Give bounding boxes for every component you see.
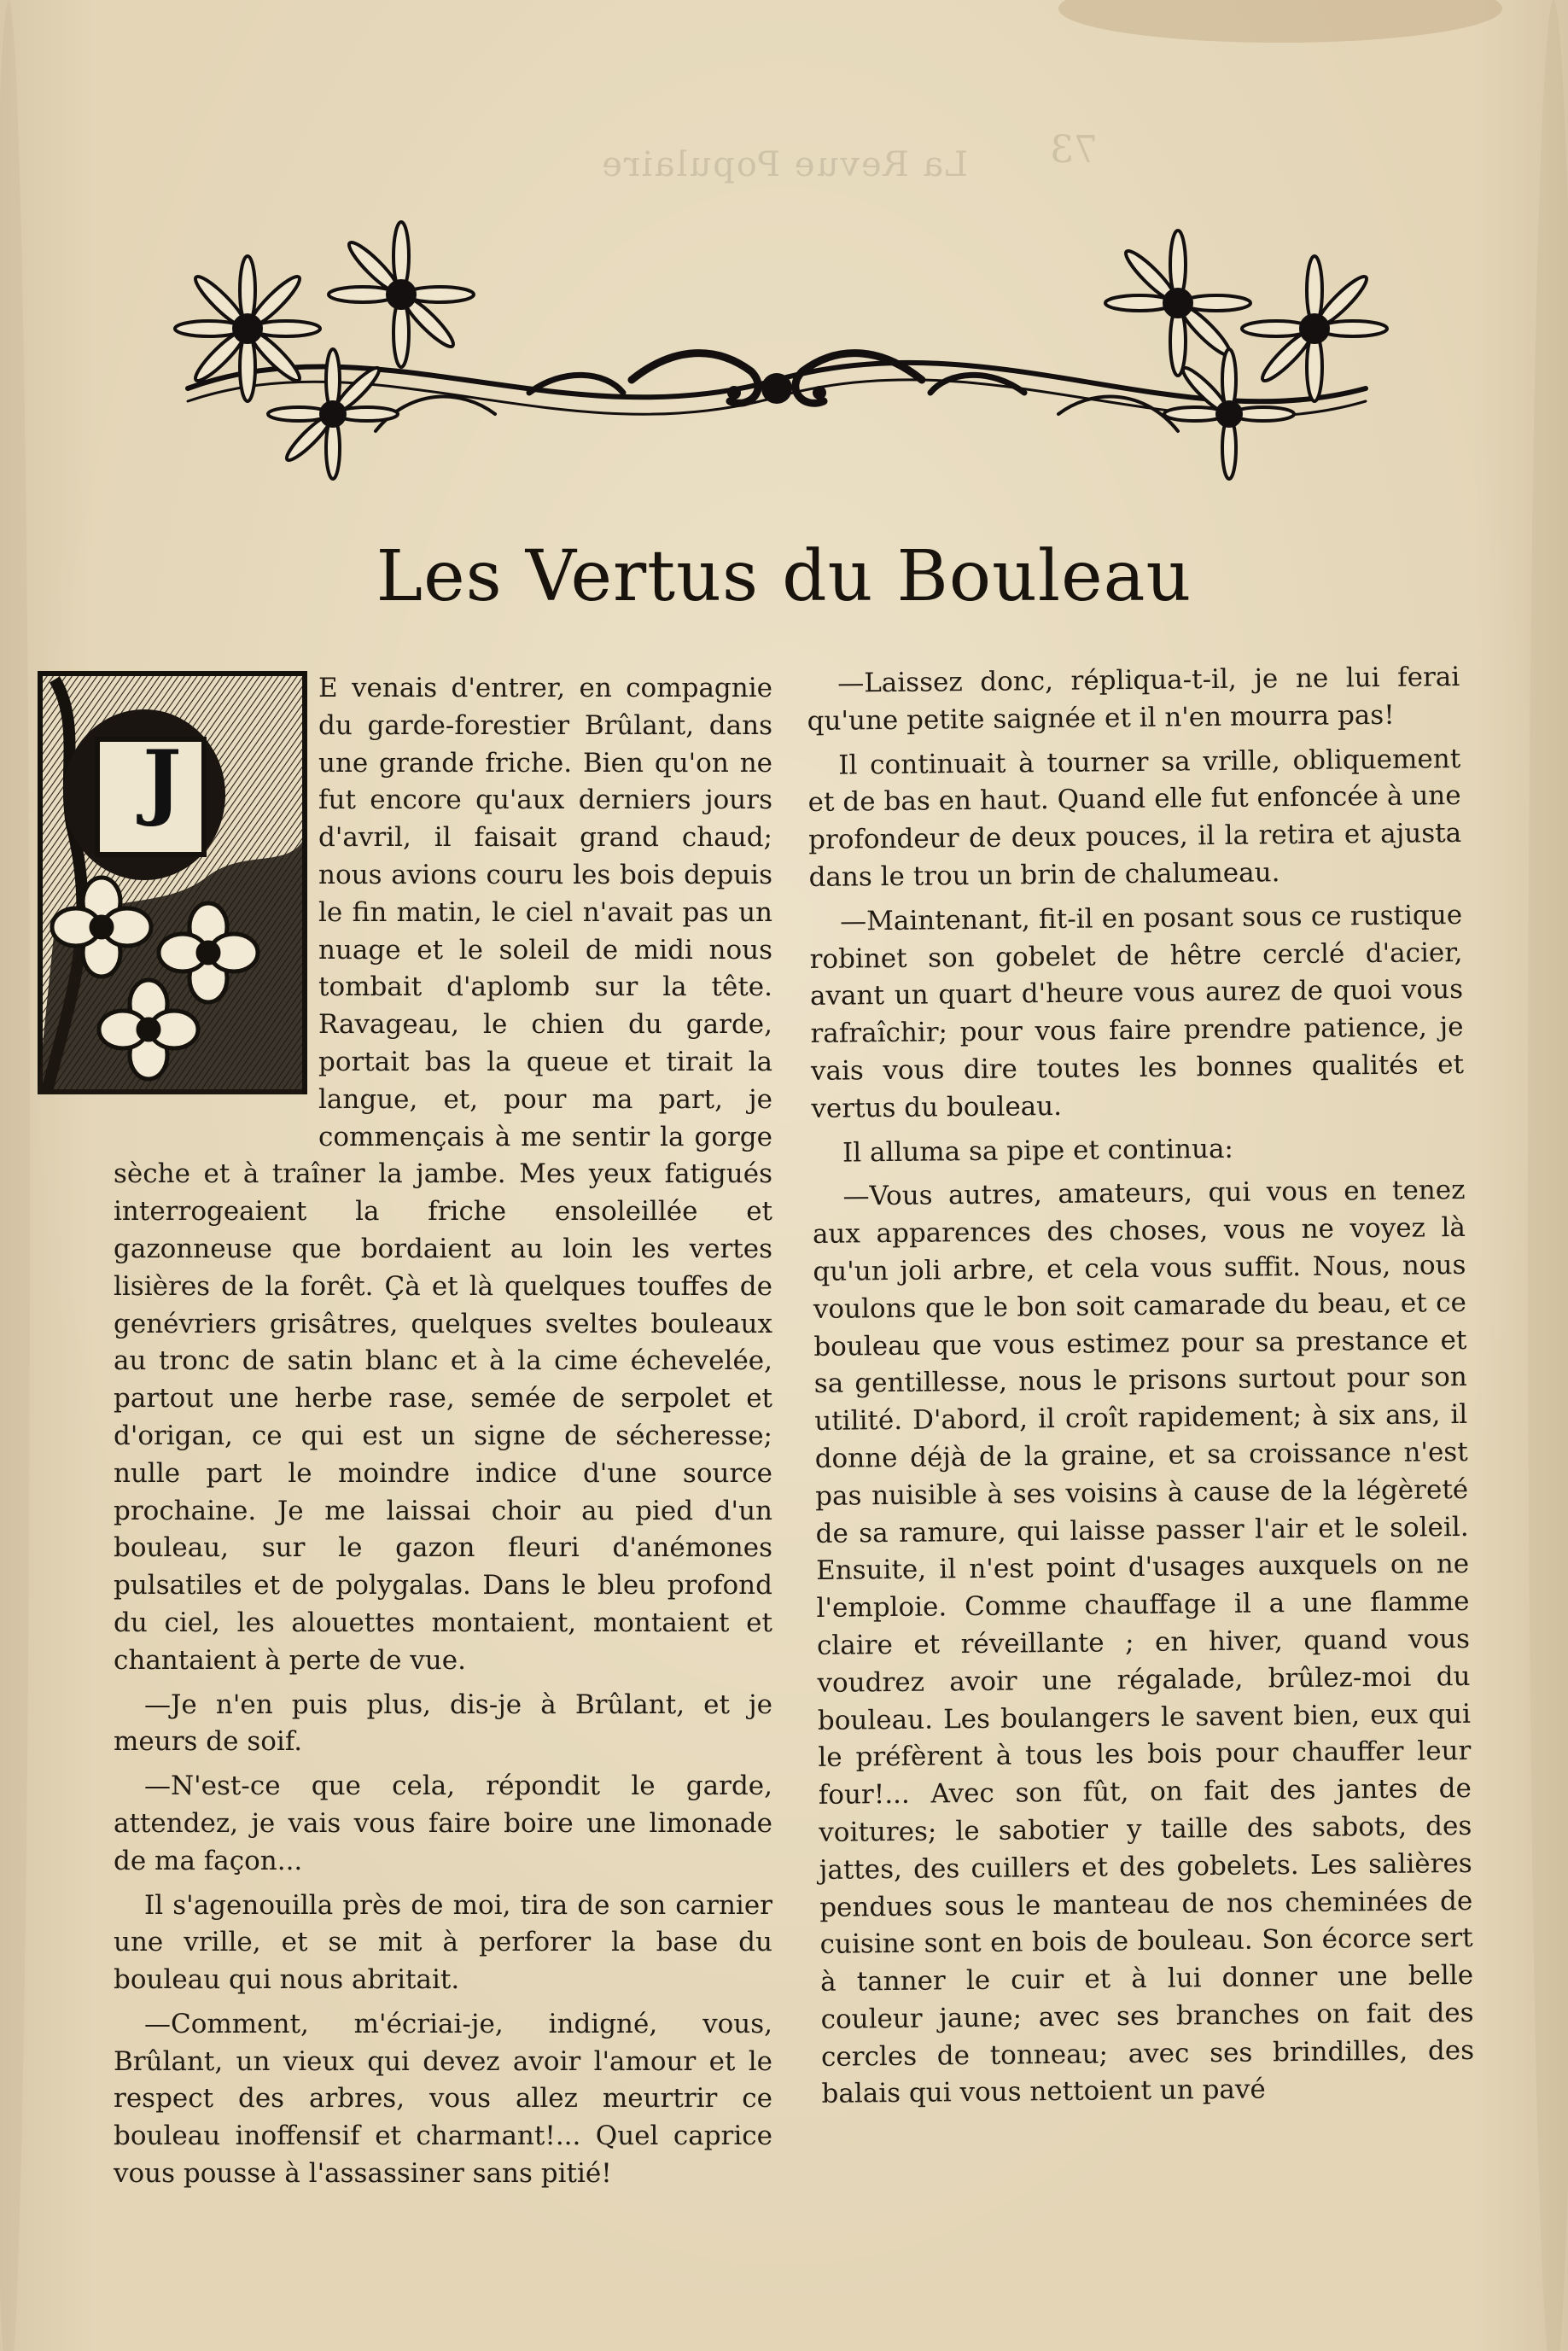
show-through-page-number: 73 (1050, 128, 1098, 172)
article-column-left (114, 670, 772, 2193)
paragraph: Il continuait à tourner sa vrille, obliquement et de bas en haut. Quand elle fut enfoncée à une profondeur de deux pouces, il la retira et ajusta dans le trou un brin de chalumeau. (807, 743, 1462, 893)
paragraph: —Laissez donc, répliqua-t-il, je ne lui ferai qu'une petite saignée et il n'en mourra pas! (807, 661, 1460, 737)
paragraph: —Vous autres, amateurs, qui vous en tenez aux apparences des choses, vous ne voyez là qu'un joli arbre, et cela vous suffit. Nous, nous voulons que le bon soit camarade du beau, et ce bouleau que vous estimez pour sa prestance et sa gentillesse, nous le prisons surtout pour son utilité. D'abord, il croît rapidement; à six ans, il donne déjà de la graine, et sa croissance n'est pas nuisible à ses voisins à cause de la légèreté de sa ramure, qui laisse passer l'air et le soleil. Ensuite, il n'est point d'usages auxquels on ne l'emploie. Comme chauffage il a une flamme claire et réveillante ; en hiver, quand vous voudrez avoir une régalade, brûlez-moi du bouleau. Les boulangers le savent bien, eux qui le préfèrent à tous les bois pour chauffer leur four!... Avec son fût, on fait des jantes de voitures; le sabotier y taille des sabots, des jattes, des cuillers et des gobelets. Les salières pendues sous le manteau de nos cheminées de cuisine sont en bois de bouleau. Son écorce sert à tanner le cuir et à lui donner une belle couleur jaune; avec ses branches on fait des cercles de tonneau; avec ses brindilles, des balais qui vous nettoient un pavé (812, 1175, 1475, 2110)
show-through-running-header: La Revue Populaire (600, 145, 968, 184)
paragraph: —N'est-ce que cela, répondit le garde, attendez, je vais vous faire boire une limonade de ma façon... (114, 1771, 772, 1876)
paragraph: Il alluma sa pipe et continua: (842, 1133, 1234, 1169)
article-title: Les Vertus du Bouleau (376, 536, 1192, 617)
article-column-right (807, 659, 1475, 2114)
dropcap-wrap-space (114, 670, 318, 1124)
paragraph: E venais d'entrer, en compagnie du garde-forestier Brûlant, dans une grande friche. Bien qu'on ne fut encore qu'aux derniers jours d'avril, il faisait grand chaud; nous avions couru les bois depuis le fin matin, le ciel n'avait pas un nuage et le soleil de midi nous tombait d'aplomb sur la tête. Ravageau, le chien du garde, portait bas la queue et tirait la langue, et, pour ma part, je commençais à me sentir la gorge sèche et à traîner la jambe. Mes yeux fatigués interrogeaient la friche ensoleillée et gazonneuse que bordaient au loin les vertes lisières de la forêt. Çà et là quelques touffes de genévriers grisâtres, quelques sveltes bouleaux au tronc de satin blanc et à la cime échevelée, partout une herbe rase, semée de serpolet et d'origan, ce qui est un signe de sécheresse; nulle part le moindre indice d'une source prochaine. Je me laissai choir au pied d'un bouleau, sur le gazon fleuri d'anémones pulsatiles et de polygalas. Dans le bleu profond du ciel, les alouettes montaient, montaient et chantaient à perte de vue. (114, 673, 772, 1676)
paragraph: —Je n'en puis plus, dis-je à Brûlant, et je meurs de soif. (114, 1689, 772, 1758)
paragraph: —Maintenant, fit-il en posant sous ce rustique robinet son gobelet de hêtre cerclé d'acier, avant un quart d'heure vous aurez de quoi vous rafraîchir; pour vous faire prendre patience, je vais vous dire toutes les bonnes qualités et vertus du bouleau. (809, 899, 1465, 1124)
dropcap-letter: J (143, 732, 182, 829)
paragraph: —Comment, m'écriai-je, indigné, vous, Brûlant, un vieux qui devez avoir l'amour et le respect des arbres, vous allez meurtrir ce bouleau inoffensif et charmant!... Quel caprice vous pousse à l'assassiner sans pitié! (114, 2008, 772, 2190)
floral-ornament-banner (119, 218, 1434, 499)
paragraph: Il s'agenouilla près de moi, tira de son carnier une vrille, et se mit à perforer la base du bouleau qui nous abritait. (114, 1889, 772, 1996)
